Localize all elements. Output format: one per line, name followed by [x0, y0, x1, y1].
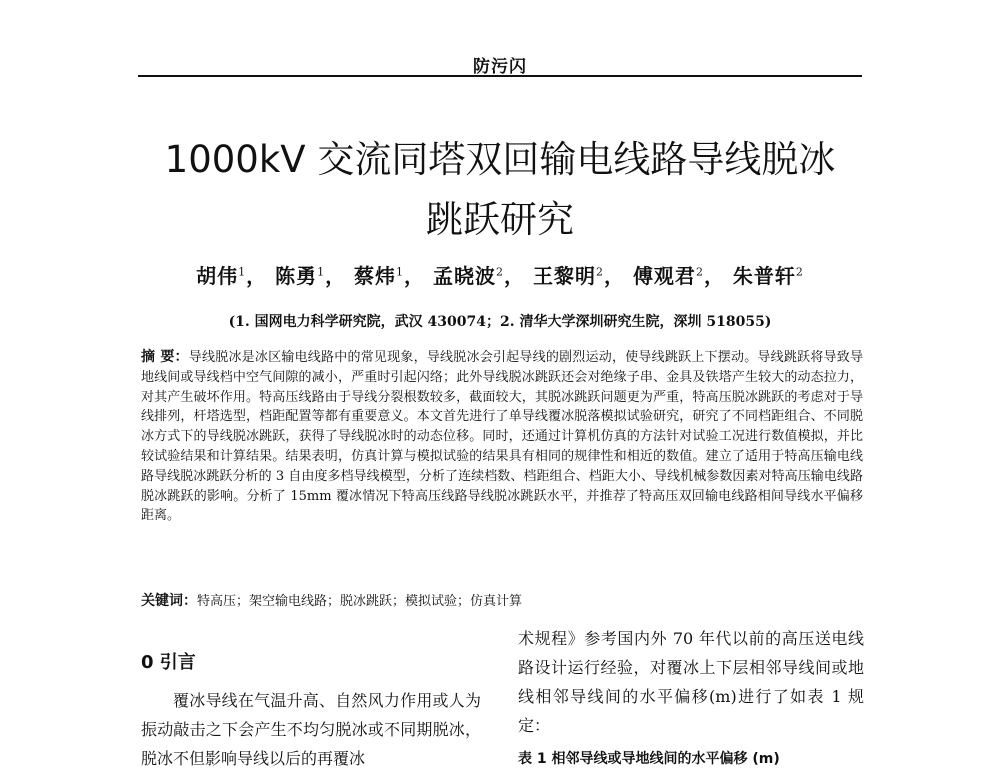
left-column-paragraph: 覆冰导线在气温升高、自然风力作用或人为振动敲击之下会产生不均匀脱冰或不同期脱冰，脱冰不但影响导线以后的再覆冰 [141, 691, 481, 768]
keywords [141, 590, 863, 610]
author: 傅观君$^2$ [632, 264, 704, 288]
running-head: 防污闪 [473, 57, 527, 77]
author: 王黎明$^2$ [532, 264, 604, 288]
abstract-text: 导线脱冰是冰区输电线路中的常见现象，导线脱冰会引起导线的剧烈运动，使导线跳跃上下摆动。导线跳跃将导致导地线间或导线档中空气间隙的减小，严重时引起闪络；此外导线脱冰跳跃还会对绝缘子串、金具及铁塔产生较大的动态拉力，对其产生破坏作用。特高压线路由于导线分裂根数较多，截面较大，其脱冰跳跃问题更为严重，特高压脱冰跳跃的考虑对于导线排列，杆塔选型，档距配置等都有重要意义。本文首先进行了单导线覆冰脱落模拟试验研究，研究了不同档距组合、不同脱冰方式下的导线脱冰跳跃，获得了导线脱冰时的动态位移。同时，还通过计算机仿真的方法针对试验工况进行数值模拟，并比较试验结果和计算结果。结果表明，仿真计算与模拟试验的结果具有相同的规律性和相近的数值。建立了适用于特高压输电线路导线脱冰跳跃分析的 3 自由度多档导线模型，分析了连续档数、档距组合、档距大小、导线机械参数因素对特高压输电线路脱冰跳跃的影响。分析了 15mm 覆冰情况下特高压线路导线脱冰跳跃水平，并推荐了特高压双回输电线路相间导线水平偏移距离。 [141, 350, 863, 524]
table-caption: 表 1 相邻导线或导地线间的水平偏移 (m) [518, 751, 780, 767]
affiliations: (1. 国网电力科学研究院，武汉 430074；2. 清华大学深圳研究生院，深圳 518055) [228, 314, 772, 330]
keywords-label: 关键词： [141, 593, 197, 609]
abstract-label: 摘 要： [141, 349, 189, 365]
section-heading: 0 引言 [141, 652, 196, 673]
paper-title-line-1: 1000kV 交流同塔双回输电线路导线脱冰 [164, 138, 836, 181]
author: 蔡炜$^1$ [354, 264, 405, 288]
abstract [141, 348, 863, 526]
author: 胡伟$^1$ [196, 264, 247, 288]
author-list: 胡伟$^1$， 陈勇$^1$， 蔡炜$^1$， 孟晓波$^2$， 王黎明$^2$， 傅观君$^2$， 朱普轩$^2$ [196, 264, 804, 288]
author: 陈勇$^1$ [275, 264, 326, 288]
right-column-paragraph: 术规程》参考国内外 70 年代以前的高压送电线路设计运行经验，对覆冰上下层相邻导线间或地线相邻导线间的水平偏移(m)进行了如表 1 规定： [518, 629, 864, 735]
header-rule [138, 75, 862, 77]
author: 孟晓波$^2$ [433, 264, 504, 288]
keywords-text: 特高压；架空输电线路；脱冰跳跃；模拟试验；仿真计算 [197, 594, 523, 609]
author: 朱普轩$^2$ [732, 264, 804, 288]
paper-title-line-2: 跳跃研究 [426, 198, 574, 241]
